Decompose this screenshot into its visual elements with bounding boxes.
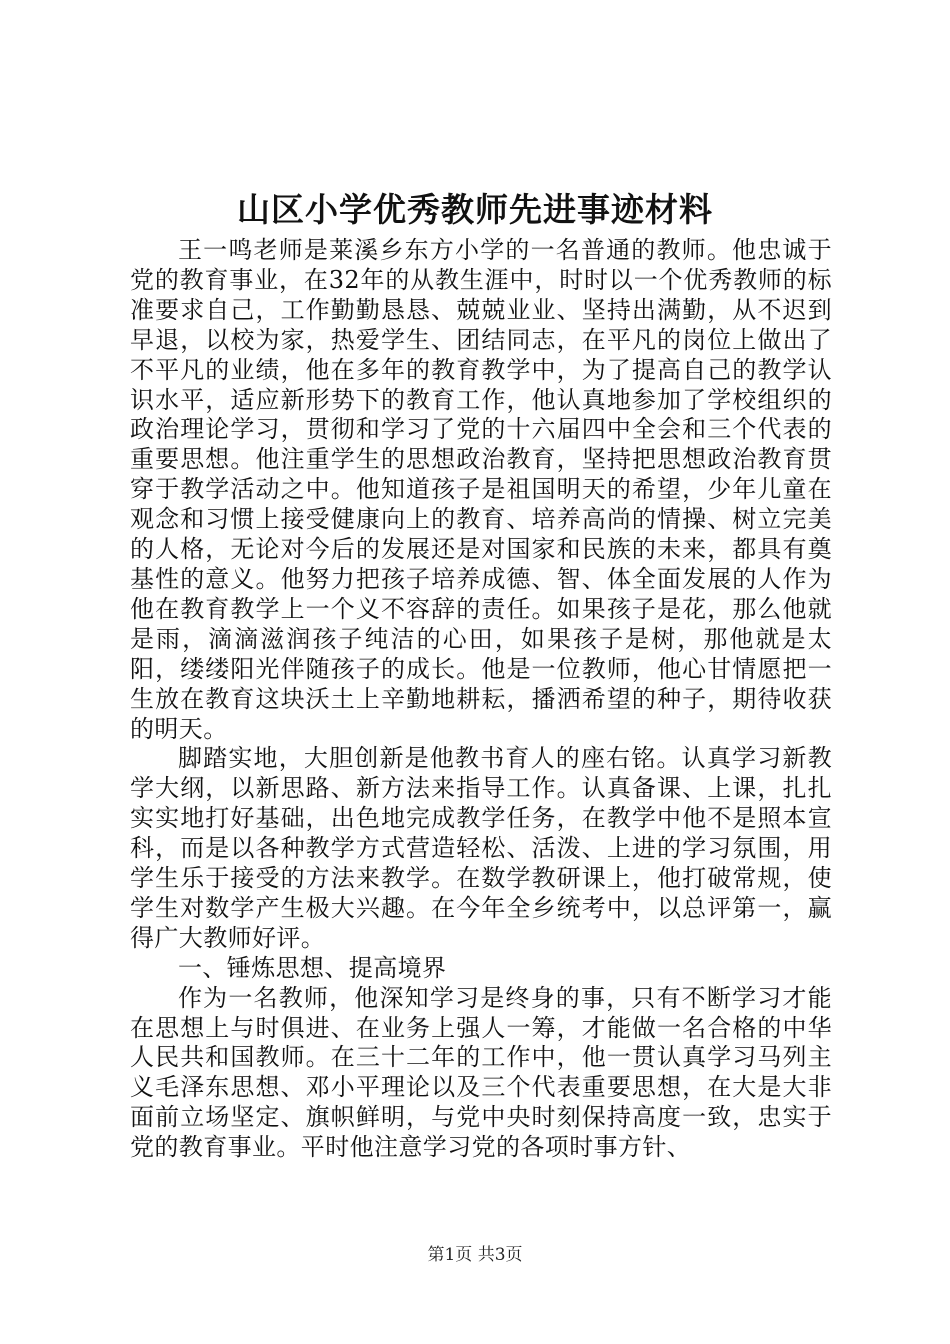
- document-title: 山区小学优秀教师先进事迹材料: [237, 190, 713, 229]
- paragraph-intro: 王一鸣老师是莱溪乡东方小学的一名普通的教师。他忠诚于党的教育事业，在32年的从教生涯中，时时以一个优秀教师的标准要求自己，工作勤勤恳恳、兢兢业业、坚持出满勤，从不迟到早退，以校为家，热爱学生、团结同志，在平凡的岗位上做出了不平凡的业绩，他在多年的教育教学中，为了提高自己的教学认识水平，适应新形势下的教育工作，他认真地参加了学校组织的政治理论学习，贯彻和学习了党的十六届四中全会和三个代表的重要思想。他注重学生的思想政治教育，坚持把思想政治教育贯穿于教学活动之中。他知道孩子是祖国明天的希望，少年儿童在观念和习惯上接受健康向上的教育、培养高尚的情操、树立完美的人格，无论对今后的发展还是对国家和民族的未来，都具有奠基性的意义。他努力把孩子培养成德、智、体全面发展的人作为他在教育教学上一个义不容辞的责任。如果孩子是花，那么他就是雨，滴滴滋润孩子纯洁的心田，如果孩子是树，那他就是太阳，缕缕阳光伴随孩子的成长。他是一位教师，他心甘情愿把一生放在教育这块沃土上辛勤地耕耘，播洒希望的种子，期待收获的明天。: [130, 236, 832, 743]
- paragraph-teaching: 脚踏实地，大胆创新是他教书育人的座右铭。认真学习新教学大纲，以新思路、新方法来指导工作。认真备课、上课，扎扎实实地打好基础，出色地完成教学任务，在教学中他不是照本宣科，而是以各种教学方式营造轻松、活泼、上进的学习氛围，用学生乐于接受的方法来教学。在数学教研课上，他打破常规，使学生对数学产生极大兴趣。在今年全乡统考中，以总评第一，赢得广大教师好评。: [130, 744, 832, 952]
- page-number-footer: 第1页 共3页: [427, 1245, 523, 1265]
- document-body: [130, 236, 832, 1163]
- paragraph-section-one: 作为一名教师，他深知学习是终身的事，只有不断学习才能在思想上与时俱进、在业务上强人一筹，才能做一名合格的中华人民共和国教师。在三十二年的工作中，他一贯认真学习马列主义毛泽东思想、邓小平理论以及三个代表重要思想，在大是大非面前立场坚定、旗帜鲜明，与党中央时刻保持高度一致，忠实于党的教育事业。平时他注意学习党的各项时事方针、: [130, 983, 832, 1162]
- section-heading: 一、锤炼思想、提高境界: [178, 953, 447, 982]
